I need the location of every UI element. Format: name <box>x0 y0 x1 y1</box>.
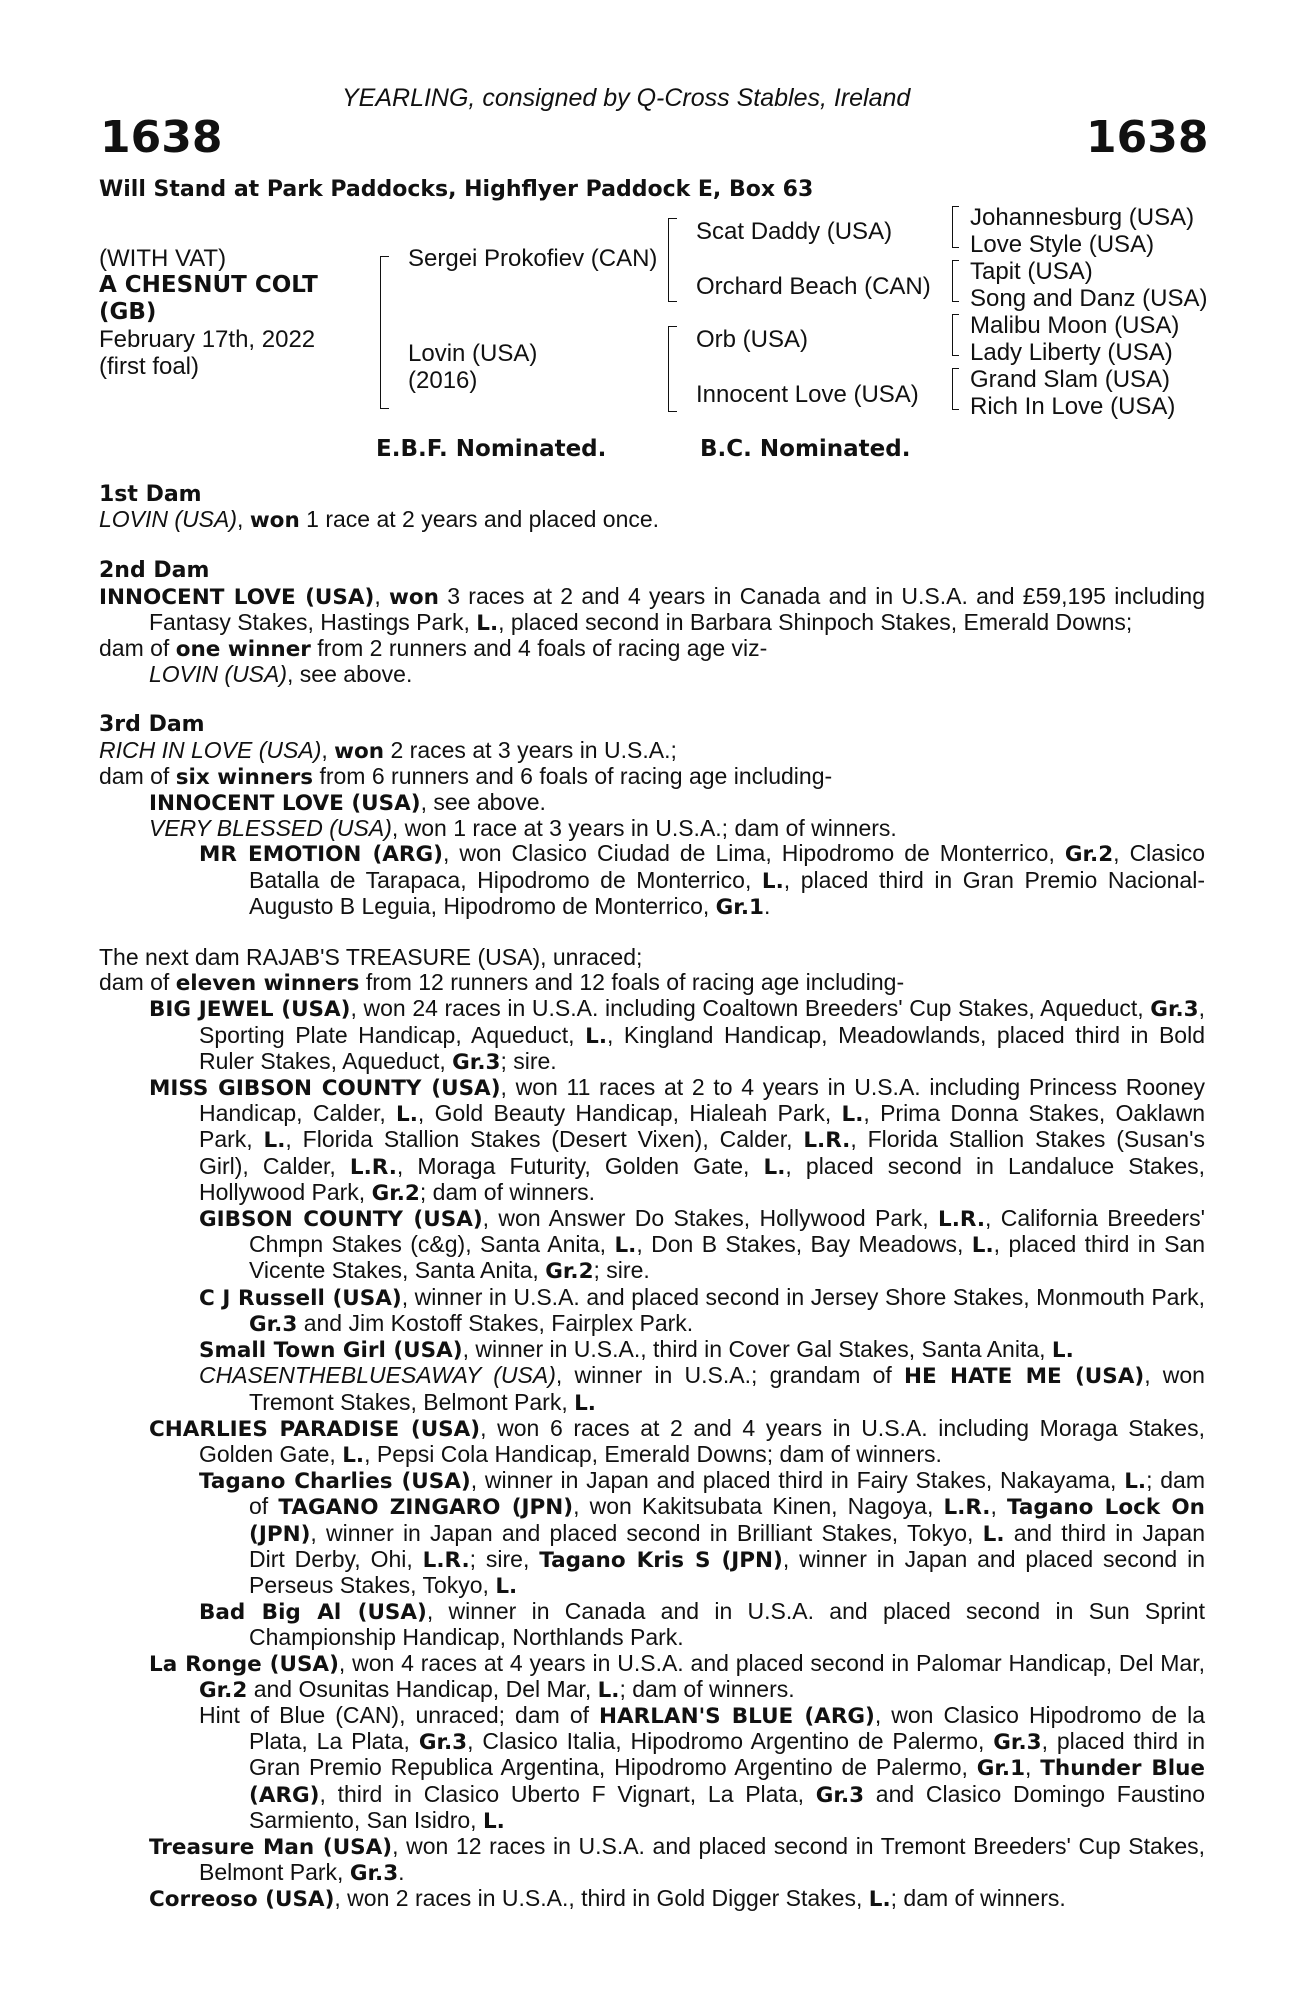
pedigree-brace-dam <box>668 326 677 412</box>
consignor-line: YEARLING, consigned by Q-Cross Stables, Ireland <box>342 84 911 112</box>
foal-note: (first foal) <box>99 353 200 380</box>
sire-sire-sire: Johannesburg (USA) <box>970 204 1195 231</box>
dam-dam-sire: Grand Slam (USA) <box>970 366 1171 393</box>
fourth-dam-produce: dam of eleven winners from 12 runners and 12 foals of racing age including- <box>99 969 905 997</box>
list-item: MISS GIBSON COUNTY (USA), won 11 races at 2 to 4 years in U.S.A. including Princess Rooney Handicap, Calder, L., Gold Beauty Handicap, Hialeah Park, L., Prima Donna Stakes, Oaklawn Park, L., Florida Stallion Stakes (Desert Vixen), Calder, L.R., Florida Stallion Stakes (Susan's Girl), Calder, L.R., Moraga Futurity, Golden Gate, L., placed second in Landaluce Stakes, Hollywood Park, Gr.2; dam of winners. <box>149 1074 1205 1206</box>
list-item: GIBSON COUNTY (USA), won Answer Do Stakes, Hollywood Park, L.R., California Breeders' Chmpn Stakes (c&g), Santa Anita, L., Don B Stakes, Bay Meadows, L., placed third in San Vicente Stakes, Santa Anita, Gr.2; sire. <box>199 1205 1205 1285</box>
list-item: INNOCENT LOVE (USA), see above. <box>149 789 546 817</box>
sire-dam-sire: Tapit (USA) <box>970 258 1093 285</box>
list-item: Hint of Blue (CAN), unraced; dam of HARLAN'S BLUE (ARG), won Clasico Hipodromo de la Plata, La Plata, Gr.3, Clasico Italia, Hipodromo Argentino de Palermo, Gr.3, placed third in Gran Premio Republica Argentina, Hipodromo Argentino de Palermo, Gr.1, Thunder Blue (ARG), third in Clasico Uberto F Vignart, La Plata, Gr.3 and Clasico Domingo Faustino Sarmiento, San Isidro, L. <box>199 1701 1206 1834</box>
third-dam-name: RICH IN LOVE (USA) <box>99 736 322 763</box>
list-item: BIG JEWEL (USA), won 24 races in U.S.A. including Coaltown Breeders' Cup Stakes, Aqueduct, Gr.3, Sporting Plate Handicap, Aqueduct, L., Kingland Handicap, Meadowlands, placed third in Bold Ruler Stakes, Aqueduct, Gr.3; sire. <box>149 995 1205 1075</box>
dam-year: (2016) <box>408 367 478 394</box>
dam-sire-sire: Malibu Moon (USA) <box>970 312 1180 339</box>
list-item: Small Town Girl (USA), winner in U.S.A., third in Cover Gal Stakes, Santa Anita, L. <box>199 1336 1074 1364</box>
list-item: Bad Big Al (USA), winner in Canada and in U.S.A. and placed second in Sun Sprint Championship Handicap, Northlands Park. <box>199 1598 1205 1651</box>
second-dam-record: INNOCENT LOVE (USA), won 3 races at 2 and 4 years in Canada and in U.S.A. and £59,195 including Fantasy Stakes, Hastings Park, L., placed second in Barbara Shinpoch Stakes, Emerald Downs; <box>99 582 1205 636</box>
pedigree-brace-main <box>380 256 389 409</box>
list-item: CHARLIES PARADISE (USA), won 6 races at 2 and 4 years in U.S.A. including Moraga Stakes, Golden Gate, L., Pepsi Cola Handicap, Emerald Downs; dam of winners. <box>149 1414 1205 1468</box>
second-dam-name: INNOCENT LOVE (USA) <box>99 584 375 610</box>
list-item: Correoso (USA), won 2 races in U.S.A., third in Gold Digger Stakes, L.; dam of winners. <box>149 1885 1066 1913</box>
list-item: La Ronge (USA), won 4 races at 4 years in U.S.A. and placed second in Palomar Handicap, Del Mar, Gr.2 and Osunitas Handicap, Del Mar, L.; dam of winners. <box>149 1649 1205 1703</box>
vat-note: (WITH VAT) <box>99 245 227 272</box>
ebf-nomination: E.B.F. Nominated. <box>376 436 607 462</box>
horse-name: A CHESNUT COLT <box>99 272 318 298</box>
list-item: Tagano Charlies (USA), winner in Japan and placed third in Fairy Stakes, Nakayama, L.; dam of TAGANO ZINGARO (JPN), won Kakitsubata Kinen, Nagoya, L.R., Tagano Lock On (JPN), winner in Japan and placed second in Brilliant Stakes, Tokyo, L. and third in Japan Dirt Derby, Ohi, L.R.; sire, Tagano Kris S (JPN), winner in Japan and placed second in Perseus Stakes, Tokyo, L. <box>199 1467 1205 1599</box>
dam-sire: Orb (USA) <box>696 326 809 353</box>
dam-dam-dam: Rich In Love (USA) <box>970 393 1176 420</box>
sire-dam: Orchard Beach (CAN) <box>696 273 931 300</box>
produce-record <box>99 482 1205 1913</box>
lot-number-right: 1638 <box>1086 112 1209 163</box>
foaling-date: February 17th, 2022 <box>99 326 316 353</box>
second-dam-heading: 2nd Dam <box>99 558 210 584</box>
bc-nomination: B.C. Nominated. <box>700 436 911 462</box>
first-dam-record: LOVIN (USA), won 1 race at 2 years and placed once. <box>99 506 660 534</box>
sire-sire-dam: Love Style (USA) <box>970 231 1155 258</box>
dam-name: Lovin (USA) <box>408 340 538 367</box>
fourth-dam-intro: The next dam RAJAB'S TREASURE (USA), unraced; <box>99 944 643 971</box>
dam-dam: Innocent Love (USA) <box>696 381 919 408</box>
stand-location: Will Stand at Park Paddocks, Highflyer Paddock E, Box 63 <box>99 177 814 202</box>
second-dam-produce: dam of one winner from 2 runners and 4 foals of racing age viz- <box>99 635 768 663</box>
first-dam-name: LOVIN (USA) <box>99 506 238 533</box>
pedigree-brace-sire <box>668 218 677 302</box>
pedigree-brace-sd <box>952 260 959 302</box>
sire-sire: Scat Daddy (USA) <box>696 218 893 245</box>
horse-origin: (GB) <box>99 299 157 325</box>
list-item: VERY BLESSED (USA), won 1 race at 3 years in U.S.A.; dam of winners. <box>149 815 897 842</box>
dam-sire-dam: Lady Liberty (USA) <box>970 339 1173 366</box>
list-item: Treasure Man (USA), won 12 races in U.S.A. and placed second in Tremont Breeders' Cup Stakes, Belmont Park, Gr.3. <box>149 1832 1205 1887</box>
pedigree-brace-ds <box>952 314 959 356</box>
pedigree-brace-ss <box>952 206 959 248</box>
third-dam-heading: 3rd Dam <box>99 712 205 738</box>
second-dam-child: LOVIN (USA), see above. <box>149 661 413 688</box>
sire-name: Sergei Prokofiev (CAN) <box>408 245 658 272</box>
list-item: C J Russell (USA), winner in U.S.A. and placed second in Jersey Shore Stakes, Monmouth Park, Gr.3 and Jim Kostoff Stakes, Fairplex Park. <box>199 1283 1205 1337</box>
sire-dam-dam: Song and Danz (USA) <box>970 285 1208 312</box>
list-item: MR EMOTION (ARG), won Clasico Ciudad de Lima, Hipodromo de Monterrico, Gr.2, Clasico Batalla de Tarapaca, Hipodromo de Monterrico, L., placed third in Gran Premio Nacional-Augusto B Leguia, Hipodromo de Monterrico, Gr.1. <box>199 840 1205 920</box>
pedigree-brace-dd <box>952 368 959 410</box>
third-dam-record: RICH IN LOVE (USA), won 2 races at 3 years in U.S.A.; <box>99 736 677 764</box>
list-item: CHASENTHEBLUESAWAY (USA), winner in U.S.A.; grandam of HE HATE ME (USA), won Tremont Stakes, Belmont Park, L. <box>199 1362 1205 1416</box>
lot-number-left: 1638 <box>100 112 223 163</box>
first-dam-heading: 1st Dam <box>99 482 202 507</box>
third-dam-produce: dam of six winners from 6 runners and 6 foals of racing age including- <box>99 762 833 790</box>
